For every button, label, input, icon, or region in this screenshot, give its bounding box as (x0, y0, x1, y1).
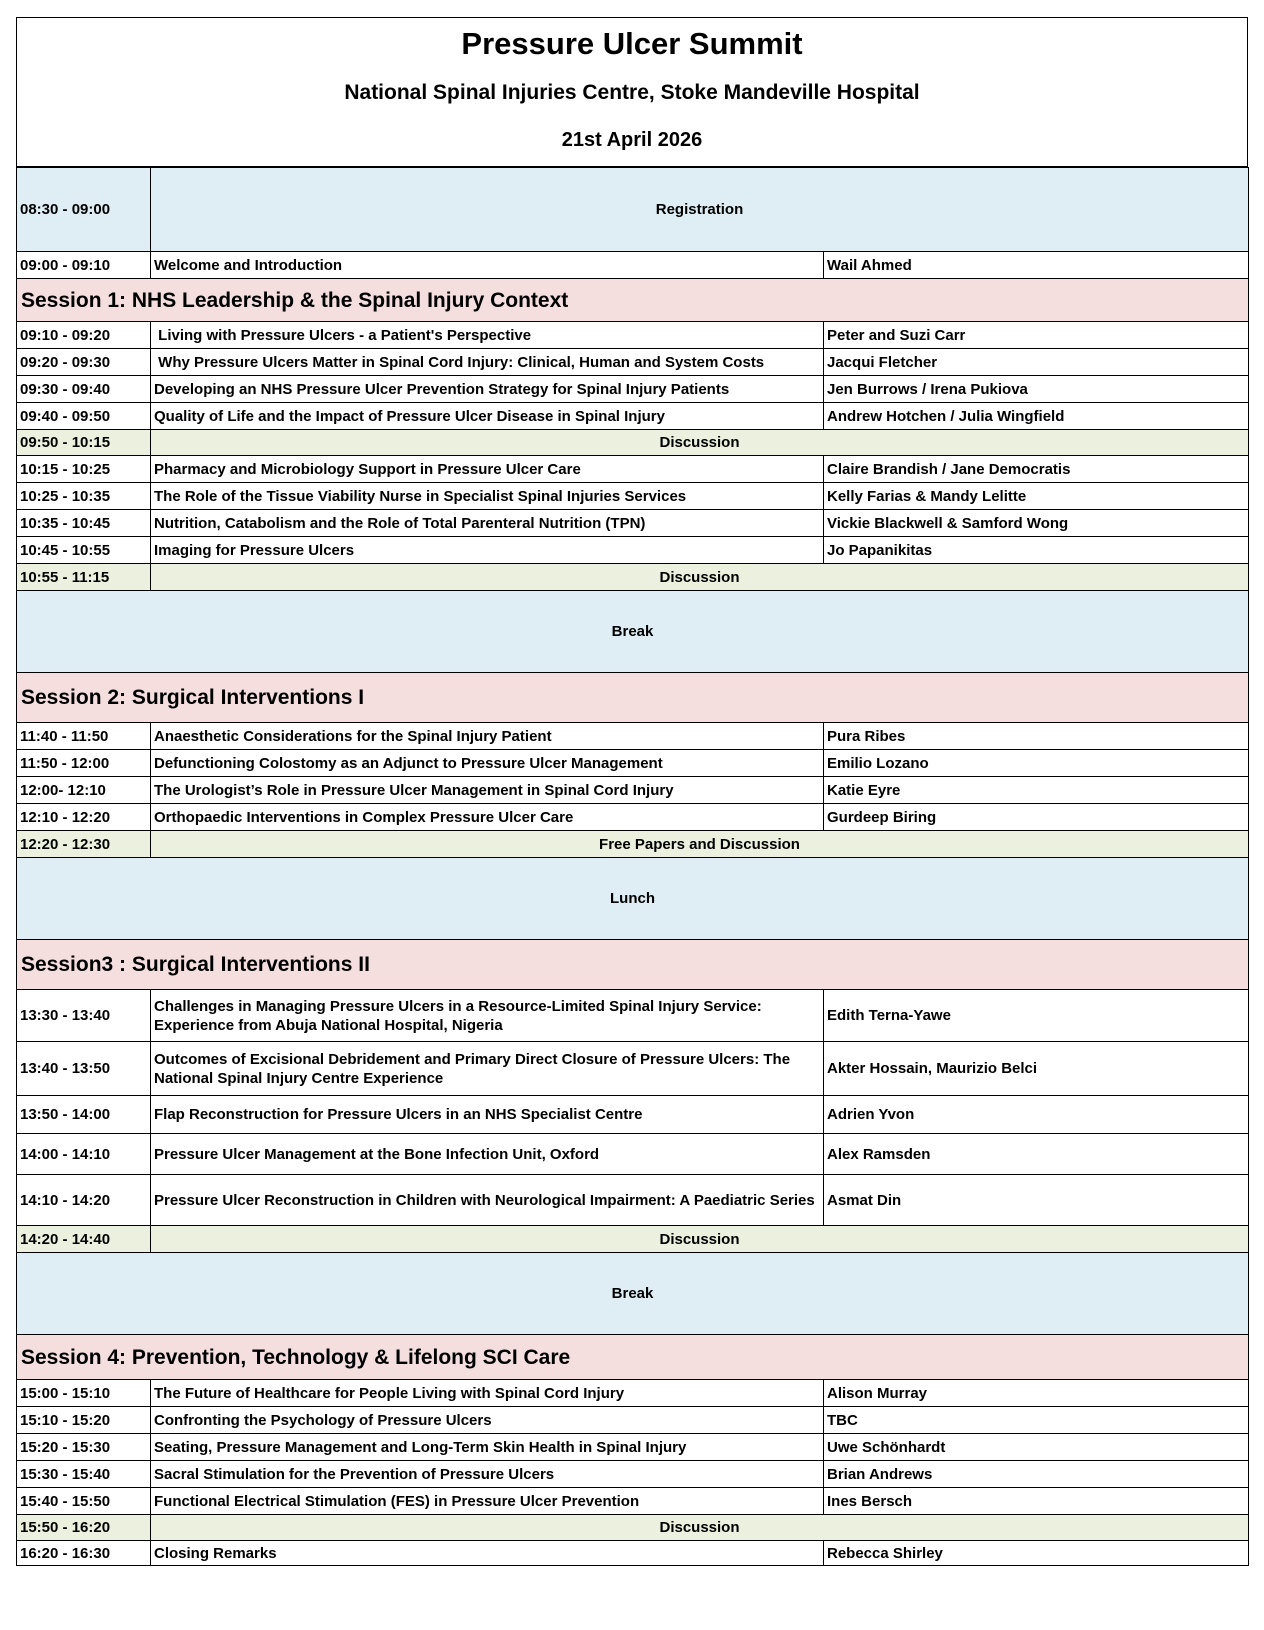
speaker-cell: Uwe Schönhardt (824, 1434, 1249, 1461)
time-cell: 11:50 - 12:00 (17, 750, 151, 777)
session-title: Session3 : Surgical Interventions II (17, 940, 1249, 990)
session-title: Session 2: Surgical Interventions I (17, 673, 1249, 723)
speaker-cell: Akter Hossain, Maurizio Belci (824, 1042, 1249, 1096)
time-cell: 12:20 - 12:30 (17, 831, 151, 858)
time-cell: 08:30 - 09:00 (17, 168, 151, 252)
speaker-cell: Claire Brandish / Jane Democratis (824, 456, 1249, 483)
time-cell: 13:40 - 13:50 (17, 1042, 151, 1096)
topic-cell: Welcome and Introduction (151, 252, 824, 279)
speaker-cell: TBC (824, 1407, 1249, 1434)
table-row (17, 483, 1249, 510)
time-cell: 12:00- 12:10 (17, 777, 151, 804)
speaker-cell: Emilio Lozano (824, 750, 1249, 777)
table-row (17, 1134, 1249, 1175)
break-cell: Break (17, 1253, 1249, 1335)
table-row (17, 1096, 1249, 1134)
discussion-row (17, 831, 1249, 858)
topic-cell: Challenges in Managing Pressure Ulcers in a Resource-Limited Spinal Injury Service: Experience from Abuja National Hospital, Nigeria (151, 990, 824, 1042)
speaker-cell: Brian Andrews (824, 1461, 1249, 1488)
time-cell: 09:50 - 10:15 (17, 430, 151, 456)
time-cell: 09:00 - 09:10 (17, 252, 151, 279)
topic-cell: Pressure Ulcer Management at the Bone Infection Unit, Oxford (151, 1134, 824, 1175)
session-title: Session 4: Prevention, Technology & Lifelong SCI Care (17, 1335, 1249, 1380)
speaker-cell: Ines Bersch (824, 1488, 1249, 1515)
topic-cell: Defunctioning Colostomy as an Adjunct to Pressure Ulcer Management (151, 750, 824, 777)
topic-cell: Anaesthetic Considerations for the Spinal Injury Patient (151, 723, 824, 750)
discussion-row (17, 430, 1249, 456)
time-cell: 14:20 - 14:40 (17, 1226, 151, 1253)
topic-cell: Sacral Stimulation for the Prevention of Pressure Ulcers (151, 1461, 824, 1488)
speaker-cell: Jo Papanikitas (824, 537, 1249, 564)
time-cell: 15:50 - 16:20 (17, 1515, 151, 1541)
discussion-cell: Discussion (151, 564, 1249, 591)
time-cell: 15:00 - 15:10 (17, 1380, 151, 1407)
topic-cell: The Urologist’s Role in Pressure Ulcer Management in Spinal Cord Injury (151, 777, 824, 804)
table-row (17, 804, 1249, 831)
table-row (17, 1407, 1249, 1434)
speaker-cell: Gurdeep Biring (824, 804, 1249, 831)
time-cell: 15:10 - 15:20 (17, 1407, 151, 1434)
table-row (17, 990, 1249, 1042)
time-cell: 09:20 - 09:30 (17, 349, 151, 376)
time-cell: 10:25 - 10:35 (17, 483, 151, 510)
speaker-cell: Katie Eyre (824, 777, 1249, 804)
speaker-cell: Wail Ahmed (824, 252, 1249, 279)
discussion-cell: Discussion (151, 430, 1249, 456)
table-row (17, 723, 1249, 750)
speaker-cell: Peter and Suzi Carr (824, 322, 1249, 349)
session-header-row (17, 279, 1249, 322)
time-cell: 13:50 - 14:00 (17, 1096, 151, 1134)
topic-cell: Closing Remarks (151, 1541, 824, 1566)
topic-cell: Flap Reconstruction for Pressure Ulcers in an NHS Specialist Centre (151, 1096, 824, 1134)
break-row (17, 1253, 1249, 1335)
table-row (17, 510, 1249, 537)
speaker-cell: Adrien Yvon (824, 1096, 1249, 1134)
time-cell: 12:10 - 12:20 (17, 804, 151, 831)
topic-cell: Why Pressure Ulcers Matter in Spinal Cord Injury: Clinical, Human and System Costs (151, 349, 824, 376)
registration-row (17, 168, 1249, 252)
session-title: Session 1: NHS Leadership & the Spinal Injury Context (17, 279, 1249, 322)
time-cell: 09:10 - 09:20 (17, 322, 151, 349)
speaker-cell: Pura Ribes (824, 723, 1249, 750)
topic-cell: Pressure Ulcer Reconstruction in Children with Neurological Impairment: A Paediatric Series (151, 1175, 824, 1226)
lunch-row (17, 858, 1249, 940)
topic-cell: Living with Pressure Ulcers - a Patient's Perspective (151, 322, 824, 349)
event-date: 21st April 2026 (561, 129, 703, 151)
programme-sheet (16, 17, 1248, 1566)
discussion-cell: Discussion (151, 1515, 1249, 1541)
table-row (17, 1488, 1249, 1515)
schedule-table (16, 167, 1249, 1566)
speaker-cell: Jacqui Fletcher (824, 349, 1249, 376)
speaker-cell: Asmat Din (824, 1175, 1249, 1226)
topic-cell: Imaging for Pressure Ulcers (151, 537, 824, 564)
table-row (17, 537, 1249, 564)
page-title: Pressure Ulcer Summit (461, 26, 803, 61)
table-row (17, 777, 1249, 804)
speaker-cell: Edith Terna-Yawe (824, 990, 1249, 1042)
speaker-cell: Andrew Hotchen / Julia Wingfield (824, 403, 1249, 430)
speaker-cell: Alex Ramsden (824, 1134, 1249, 1175)
time-cell: 10:45 - 10:55 (17, 537, 151, 564)
topic-cell: Functional Electrical Stimulation (FES) in Pressure Ulcer Prevention (151, 1488, 824, 1515)
table-row (17, 750, 1249, 777)
time-cell: 16:20 - 16:30 (17, 1541, 151, 1566)
time-cell: 10:55 - 11:15 (17, 564, 151, 591)
break-cell: Break (17, 591, 1249, 673)
discussion-cell: Discussion (151, 1226, 1249, 1253)
time-cell: 10:15 - 10:25 (17, 456, 151, 483)
discussion-cell: Free Papers and Discussion (151, 831, 1249, 858)
speaker-cell: Vickie Blackwell & Samford Wong (824, 510, 1249, 537)
time-cell: 10:35 - 10:45 (17, 510, 151, 537)
session-header-row (17, 1335, 1249, 1380)
break-row (17, 591, 1249, 673)
topic-cell: Outcomes of Excisional Debridement and Primary Direct Closure of Pressure Ulcers: The National Spinal Injury Centre Experience (151, 1042, 824, 1096)
topic-cell: The Future of Healthcare for People Living with Spinal Cord Injury (151, 1380, 824, 1407)
time-cell: 14:10 - 14:20 (17, 1175, 151, 1226)
time-cell: 13:30 - 13:40 (17, 990, 151, 1042)
venue-line: National Spinal Injuries Centre, Stoke Mandeville Hospital (344, 81, 920, 104)
table-row (17, 403, 1249, 430)
time-cell: 11:40 - 11:50 (17, 723, 151, 750)
time-cell: 15:30 - 15:40 (17, 1461, 151, 1488)
topic-cell: Quality of Life and the Impact of Pressure Ulcer Disease in Spinal Injury (151, 403, 824, 430)
time-cell: 15:20 - 15:30 (17, 1434, 151, 1461)
time-cell: 15:40 - 15:50 (17, 1488, 151, 1515)
topic-cell: Developing an NHS Pressure Ulcer Prevention Strategy for Spinal Injury Patients (151, 376, 824, 403)
discussion-row (17, 1226, 1249, 1253)
table-row (17, 1175, 1249, 1226)
table-row (17, 252, 1249, 279)
topic-cell: Seating, Pressure Management and Long-Term Skin Health in Spinal Injury (151, 1434, 824, 1461)
table-row (17, 1541, 1249, 1566)
table-row (17, 456, 1249, 483)
speaker-cell: Rebecca Shirley (824, 1541, 1249, 1566)
topic-cell: Orthopaedic Interventions in Complex Pressure Ulcer Care (151, 804, 824, 831)
speaker-cell: Jen Burrows / Irena Pukiova (824, 376, 1249, 403)
lunch-cell: Lunch (17, 858, 1249, 940)
session-header-row (17, 673, 1249, 723)
topic-cell: Pharmacy and Microbiology Support in Pressure Ulcer Care (151, 456, 824, 483)
table-row (17, 1380, 1249, 1407)
table-row (17, 376, 1249, 403)
topic-cell: Nutrition, Catabolism and the Role of Total Parenteral Nutrition (TPN) (151, 510, 824, 537)
session-header-row (17, 940, 1249, 990)
speaker-cell: Kelly Farias & Mandy Lelitte (824, 483, 1249, 510)
table-row (17, 1461, 1249, 1488)
topic-cell: Confronting the Psychology of Pressure Ulcers (151, 1407, 824, 1434)
speaker-cell: Alison Murray (824, 1380, 1249, 1407)
time-cell: 09:30 - 09:40 (17, 376, 151, 403)
table-row (17, 1042, 1249, 1096)
programme-header (16, 17, 1248, 167)
discussion-row (17, 564, 1249, 591)
discussion-row (17, 1515, 1249, 1541)
time-cell: 14:00 - 14:10 (17, 1134, 151, 1175)
table-row (17, 1434, 1249, 1461)
time-cell: 09:40 - 09:50 (17, 403, 151, 430)
table-row (17, 322, 1249, 349)
table-row (17, 349, 1249, 376)
registration-cell: Registration (151, 168, 1249, 252)
topic-cell: The Role of the Tissue Viability Nurse in Specialist Spinal Injuries Services (151, 483, 824, 510)
